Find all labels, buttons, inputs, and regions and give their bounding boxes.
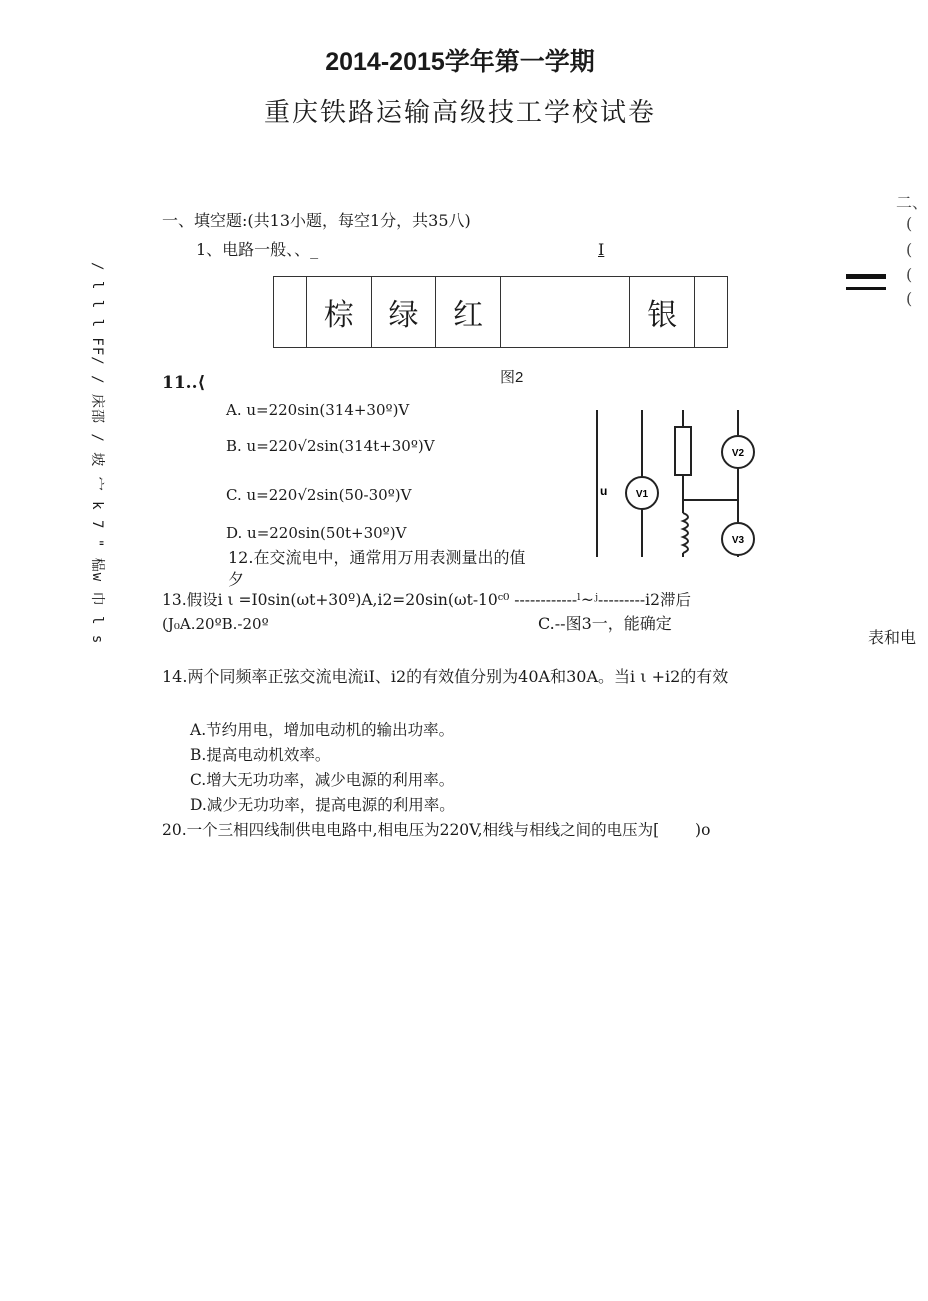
color-band-cell: [695, 277, 727, 347]
color-band-cell: [501, 277, 630, 347]
option-a: A.节约用电，增加电动机的输出功率。: [190, 721, 455, 739]
question-1-mark: I: [598, 240, 605, 259]
right-margin-fragment: 二、: [896, 193, 928, 212]
meter-label-v2: V2: [731, 448, 745, 459]
figure-2-caption: 图2: [500, 369, 524, 386]
binding-mark: [846, 287, 886, 290]
question-20: 20.一个三相四线制供电电路中,相电压为220V,相线与相线之间的电压为[ )o: [162, 821, 711, 839]
inductor: [683, 513, 688, 553]
question-12-cont: 夕: [228, 570, 245, 589]
right-margin-bracket: (: [906, 289, 913, 308]
question-13-options: (J₀A.20ºB.-20º: [162, 615, 269, 633]
right-margin-bracket: (: [906, 214, 913, 233]
color-band-cell: 银: [630, 277, 695, 347]
exam-term-title: 2014-2015学年第一学期: [325, 48, 595, 76]
question-13-option-c: C.--图3一，能确定: [538, 614, 672, 633]
question-14: 14.两个同频率正弦交流电流iI、i2的有效值分别为40A和30A。当i ι +i2的有效: [162, 667, 729, 686]
question-1: 1、电路一般、、_: [196, 240, 319, 259]
meter-label-v3: V3: [731, 535, 745, 546]
color-band-cell: 红: [436, 277, 501, 347]
color-band-cell: 棕: [307, 277, 372, 347]
option-d: D. u=220sin(50t+30º)V: [226, 524, 407, 542]
school-title: 重庆铁路运输高级技工学校试卷: [263, 98, 656, 128]
question-12: 12.在交流电中，通常用万用表测量出的值: [228, 548, 526, 567]
question-13: 13.假设i ι =I0sin(ωt+30º)A,i2=20sin(ωt-10ᶜ⁰ ------------ˡ~ʲ---------i2滞后: [162, 591, 691, 609]
resistor-color-band-table: [273, 276, 728, 348]
option-c: C.增大无功功率，减少电源的利用率。: [190, 771, 455, 789]
option-c: C. u=220√2sin(50-30º)V: [226, 486, 412, 504]
right-margin-bracket: (: [906, 265, 913, 284]
right-margin-bracket: (: [906, 240, 913, 259]
binding-mark: [846, 274, 886, 279]
option-a: A. u=220sin(314+30º)V: [226, 401, 410, 419]
resistor: [675, 427, 691, 475]
option-d: D.减少无功功率，提高电源的利用率。: [190, 796, 455, 814]
section-heading: 一、填空题:(共13小题，每空1分，共35八): [162, 211, 471, 230]
binding-margin-text: / l l l FF/ / 床邵 / 坡 宀 k 7 " 榀w 巾 l s: [89, 262, 105, 645]
question-11-label: 11..⟨: [162, 373, 206, 393]
circuit-diagram: [585, 405, 775, 565]
right-margin-cut-text: 表和电: [868, 628, 917, 647]
option-b: B.提高电动机效率。: [190, 746, 331, 764]
source-label: u: [600, 484, 608, 498]
meter-label-v1: V1: [635, 489, 649, 500]
option-b: B. u=220√2sin(314t+30º)V: [226, 437, 435, 455]
color-band-cell: 绿: [372, 277, 437, 347]
color-band-cell: [274, 277, 307, 347]
